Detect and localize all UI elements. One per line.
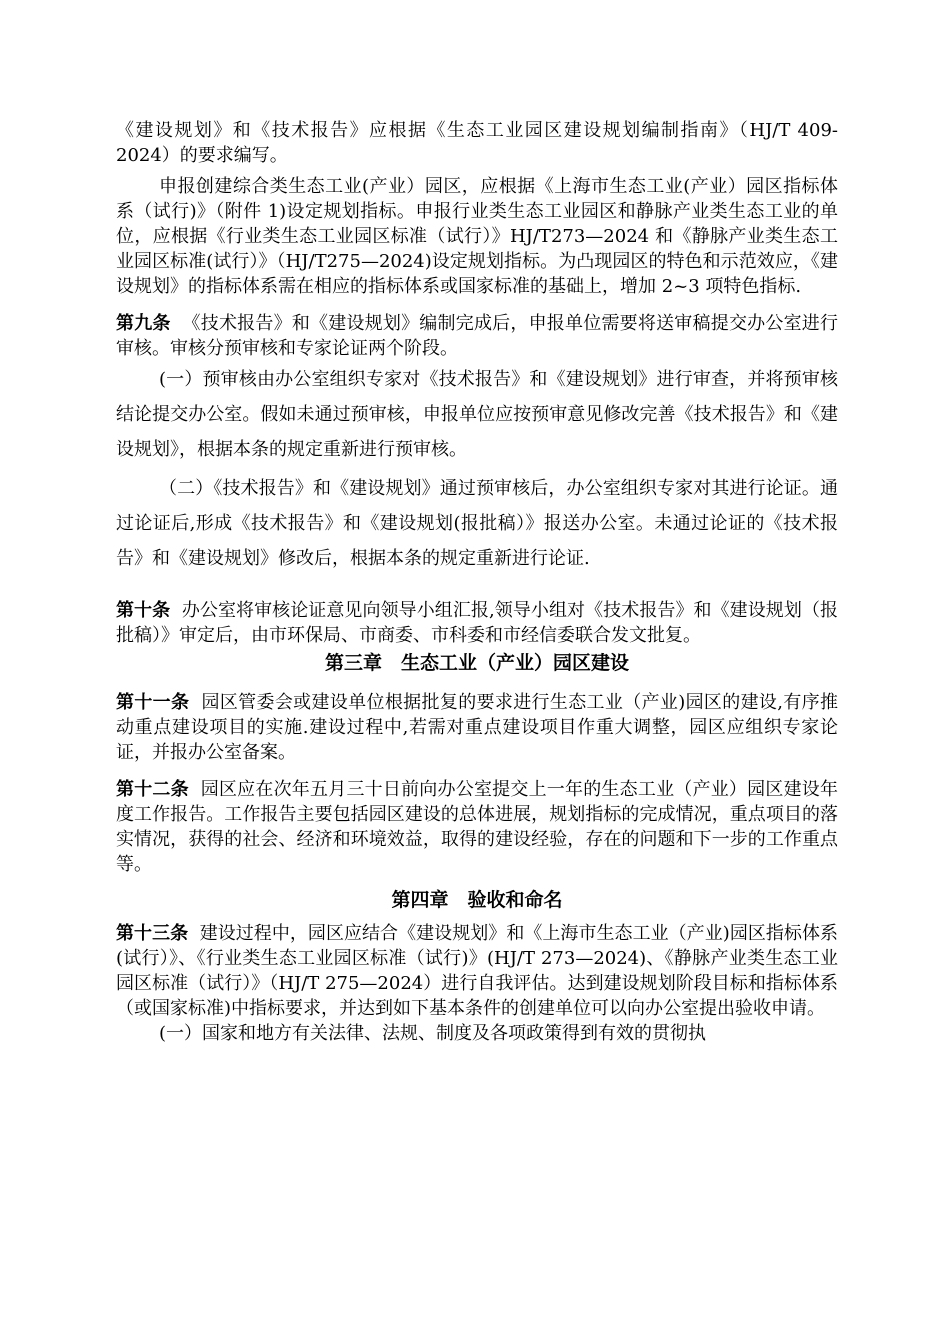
article-12-title: 第十二条 bbox=[116, 779, 189, 800]
article-13-title: 第十三条 bbox=[116, 923, 189, 944]
document-page bbox=[116, 118, 838, 1046]
article-9-item-1: (一）预审核由办公室组织专家对《技术报告》和《建设规划》进行审查，并将预审核结论提交办公室。假如未通过预审核，申报单位应按预审意见修改完善《技术报告》和《建设规划》，根据本条的规定重新进行预审核。 bbox=[116, 369, 838, 460]
article-13-text: 建设过程中，园区应结合《建设规划》和《上海市生态工业（产业)园区指标体系(试行）》、《行业类生态工业园区标准（试行)》(HJ/T 273—2024)、《静脉产业类生态工业园区标准（试行）》（HJ/T 275—2024）进行自我评估。达到建设规划阶段目标和指标体系（或国家标准)中指标要求，并达到如下基本条件的创建单位可以向办公室提出验收申请。 bbox=[116, 923, 839, 1019]
article-10-text: 办公室将审核论证意见向领导小组汇报,领导小组对《技术报告》和《建设规划（报批稿）》审定后，由市环保局、市商委、市科委和市经信委联合发文批复。 bbox=[116, 600, 839, 646]
article-9-item-2: （二）《技术报告》和《建设规划》通过预审核后，办公室组织专家对其进行论证。通过论证后,形成《技术报告》和《建设规划(报批稿）》报送办公室。未通过论证的《技术报告》和《建设规划》修改后，根据本条的规定重新进行论证. bbox=[116, 478, 838, 569]
article-13-item-1: (一）国家和地方有关法律、法规、制度及各项政策得到有效的贯彻执 bbox=[159, 1023, 707, 1044]
article-12 bbox=[116, 777, 838, 877]
article-11-title: 第十一条 bbox=[116, 692, 190, 713]
article-11-text: 园区管委会或建设单位根据批复的要求进行生态工业（产业)园区的建设,有序推动重点建设项目的实施.建设过程中,若需对重点建设项目作重大调整，园区应组织专家论证，并报办公室备案。 bbox=[116, 692, 839, 763]
chapter-4-heading: 第四章 验收和命名 bbox=[391, 889, 563, 911]
article-10 bbox=[116, 598, 838, 648]
article-9-text: 《技术报告》和《建设规划》编制完成后，申报单位需要将送审稿提交办公室进行审核。审核分预审核和专家论证两个阶段。 bbox=[116, 313, 839, 359]
article-9 bbox=[116, 311, 838, 361]
article-10-title: 第十条 bbox=[116, 600, 171, 621]
article-11 bbox=[116, 690, 838, 765]
paragraph-indicator-setting: 申报创建综合类生态工业(产业）园区，应根据《上海市生态工业(产业）园区指标体系（试行)》（附件 1)设定规划指标。申报行业类生态工业园区和静脉产业类生态工业的单位，应根据《行业类生态工业园区标准（试行）》HJ/T273—2024 和《静脉产业类生态工业园区标准(试行）》（HJ/T275—2024)设定规划指标。为凸现园区的特色和示范效应，《建设规划》的指标体系需在相应的指标体系或国家标准的基础上，增加 2~3 项特色指标. bbox=[116, 176, 838, 297]
article-12-text: 园区应在次年五月三十日前向办公室提交上一年的生态工业（产业）园区建设年度工作报告。工作报告主要包括园区建设的总体进展，规划指标的完成情况，重点项目的落实情况，获得的社会、经济和环境效益，取得的建设经验，存在的问题和下一步的工作重点等。 bbox=[116, 779, 838, 875]
article-9-title: 第九条 bbox=[116, 313, 171, 334]
paragraph-planning-guide: 《建设规划》和《技术报告》应根据《生态工业园区建设规划编制指南》（HJ/T 409-2024）的要求编写。 bbox=[116, 120, 838, 166]
chapter-3-heading: 第三章 生态工业（产业）园区建设 bbox=[324, 652, 629, 674]
article-13 bbox=[116, 921, 838, 1021]
